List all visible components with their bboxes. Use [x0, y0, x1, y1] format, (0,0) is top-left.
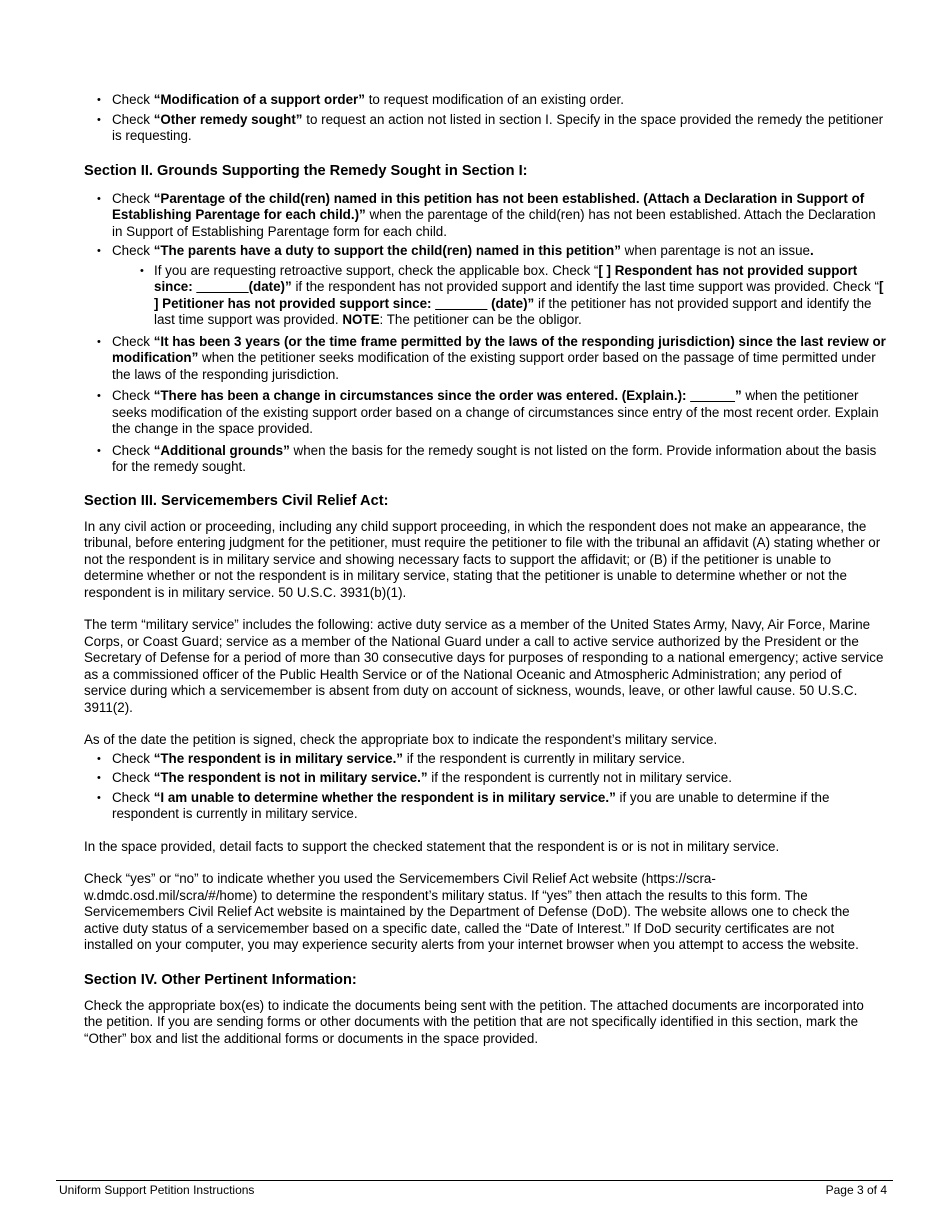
list-item: • Check “I am unable to determine whether the respondent is in military service.” if you are unable to determine if the respondent is currently in military service. [84, 790, 886, 823]
footer-title: Uniform Support Petition Instructions [59, 1183, 255, 1197]
section-4-paragraph: Check the appropriate box(es) to indicate the documents being sent with the petition. The attached documents are incorporated into the petition. If you are sending forms or other documents with the petition that are not specifically identified in this section, mark the “Other” box and list the additional forms or documents in the space provided. [84, 997, 864, 1046]
section-2-bullet-list [84, 191, 886, 476]
list-item: • Check “Other remedy sought” to request an action not listed in section I. Specify in the space provided the remedy the petitioner is requesting. [84, 112, 886, 145]
list-item: • Check “Additional grounds” when the basis for the remedy sought is not listed on the form. Provide information about the basis for the remedy sought. [84, 443, 886, 476]
section-3-paragraph: Check “yes” or “no” to indicate whether you used the Servicemembers Civil Relief Act website (https://scra-w.dmdc.osd.mil/scra/#/home) to determine the respondent’s military status. If “yes” then attach the results to this form. The Servicemembers Civil Relief Act website is maintained by the Department of Defense (DoD). The website allows one to check the active duty status of a servicemember based on a specific date, called the “Date of Interest.” If DoD security certificates are not installed on your computer, you may experience security alerts from your internet browser when you attempt to access the website. [84, 871, 859, 952]
list-item: • Check “The respondent is not in military service.” if the respondent is currently not in military service. [84, 770, 886, 787]
intro-bullet-list [84, 92, 886, 145]
section-3-heading: Section III. Servicemembers Civil Relief Act: [84, 492, 389, 509]
list-item: • Check “It has been 3 years (or the time frame permitted by the laws of the responding jurisdiction) since the last review or modification” when the petitioner seeks modification of the existing support order based on the passage of time permitted under the laws of the responding jurisdiction. [84, 334, 886, 384]
list-item: • If you are requesting retroactive support, check the applicable box. Check “[ ] Respondent has not provided support since: _______(date)” if the respondent has not provided support and identify the last time support was provided. Check “[ ] Petitioner has not provided support since: _______ (date)” if the petitioner has not provided support and identify the last time support was provided. NOTE: The petitioner can be the obligor. [84, 263, 886, 329]
list-item: • Check “Modification of a support order” to request modification of an existing order. [84, 92, 886, 109]
page-number: Page 3 of 4 [825, 1183, 887, 1197]
page-footer [56, 1180, 893, 1198]
page-content [84, 92, 886, 1047]
section-3-bullet-list [84, 751, 886, 823]
section-3-paragraph: In the space provided, detail facts to support the checked statement that the respondent is or is not in military service. [84, 838, 780, 854]
list-item: • Check “The respondent is in military service.” if the respondent is currently in military service. [84, 751, 886, 768]
section-3-paragraph: The term “military service” includes the following: active duty service as a member of the United States Army, Navy, Air Force, Marine Corps, or Coast Guard; service as a member of the National Guard under a call to active service authorized by the President or the Secretary of Defense for a period of more than 30 consecutive days for purposes of responding to a national emergency; active service as a commissioned officer of the Public Health Service or of the National Oceanic and Atmospheric Administration; any period of service during which a servicemember is absent from duty on account of sickness, wounds, leave, or other lawful cause. 50 U.S.C. 3911(2). [84, 617, 884, 715]
section-2-heading: Section II. Grounds Supporting the Remedy Sought in Section I: [84, 162, 528, 179]
section-3-paragraph: As of the date the petition is signed, check the appropriate box to indicate the respondent’s military service. [84, 732, 718, 747]
list-item: • Check “The parents have a duty to support the child(ren) named in this petition” when parentage is not an issue. [84, 243, 886, 260]
list-item: • Check “Parentage of the child(ren) named in this petition has not been established. (Attach a Declaration in Support of Establishing Parentage for each child.)” when the parentage of the child(ren) has not been established. Attach the Declaration in Support of Establishing Parentage form for each child. [84, 191, 886, 241]
section-4-heading: Section IV. Other Pertinent Information: [84, 971, 357, 988]
section-3-paragraph: In any civil action or proceeding, including any child support proceeding, in which the respondent does not make an appearance, the tribunal, before entering judgment for the petitioner, must require the petitioner to file with the tribunal an affidavit (A) stating whether or not the respondent is in military service and showing necessary facts to support the affidavit; or (B) if the petitioner is unable to determine whether or not the respondent is in military service, stating that the petitioner is unable to determine whether or not the respondent is in military service. 50 U.S.C. 3931(b)(1). [84, 518, 881, 600]
list-item: • Check “There has been a change in circumstances since the order was entered. (Explain.): ______” when the petitioner seeks modification of the existing support order based on a change of circumstances since entry of the most recent order. Explain the change in the space provided. [84, 388, 886, 438]
